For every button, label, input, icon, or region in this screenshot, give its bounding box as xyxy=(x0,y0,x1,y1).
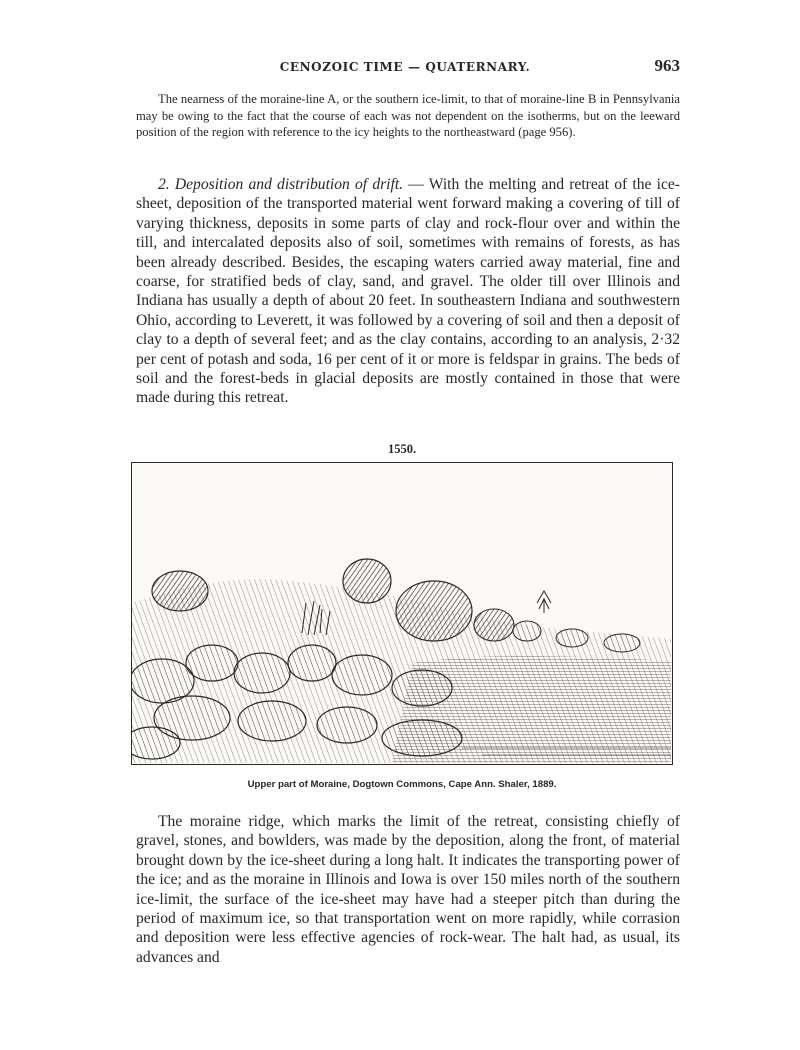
running-head xyxy=(130,58,680,80)
figure-caption: Upper part of Moraine, Dogtown Commons, Cape Ann. Shaler, 1889. xyxy=(247,779,557,790)
section-body: — With the melting and retreat of the ice-sheet, deposition of the transported material went forward making a covering of till of varying thickness, deposits in some parts of clay and rock-flour over and within the till, and intercalated deposits also of soil, sometimes with remains of forests, as has been already described. Besides, the escaping waters carried away material, fine and coarse, for stratified beds of clay, sand, and gravel. The older till over Illinois and Indiana has usually a depth of about 20 feet. In southeastern Indiana and southwestern Ohio, according to Leverett, it was followed by a covering of soil and then a deposit of clay to a depth of several feet; and as the clay contains, according to an analysis, 2·32 per cent of potash and soda, 16 per cent of it or more is feldspar in grains. The beds of soil and the forest-beds in glacial deposits are mostly contained in those that were made during this retreat. xyxy=(136,176,680,407)
running-title: CENOZOIC TIME — QUATERNARY. xyxy=(279,60,531,74)
figure-number: 1550. xyxy=(387,442,417,456)
closing-paragraph: The moraine ridge, which marks the limit of the retreat, consisting chiefly of gravel, stones, and bowlders, was made by the deposition, along the front, of material brought down by the ice-sheet during a long halt. It indicates the transporting power of the ice; and as the moraine in Illinois and Iowa is over 150 miles north of the southern ice-limit, the surface of the ice-sheet may have had a steeper pitch than during the period of maximum ice, so that transportation went on more rapidly, while corrasion and deposition were less effective agencies of rock-wear. The halt had, as usual, its advances and xyxy=(136,813,680,966)
footnote-paragraph: The nearness of the moraine-line A, or the southern ice-limit, to that of moraine-line B in Pennsylvania may be owing to the fact that the course of each was not dependent on the isotherms, but on the leeward position of the region with reference to the icy heights to the northeastward (page 956). xyxy=(136,92,680,140)
moraine-illustration xyxy=(132,463,671,763)
section-heading: 2. Deposition and distribution of drift. xyxy=(158,176,404,193)
section-paragraph xyxy=(136,175,680,408)
moraine-engraving xyxy=(131,462,673,765)
page-number: 963 xyxy=(654,56,680,75)
